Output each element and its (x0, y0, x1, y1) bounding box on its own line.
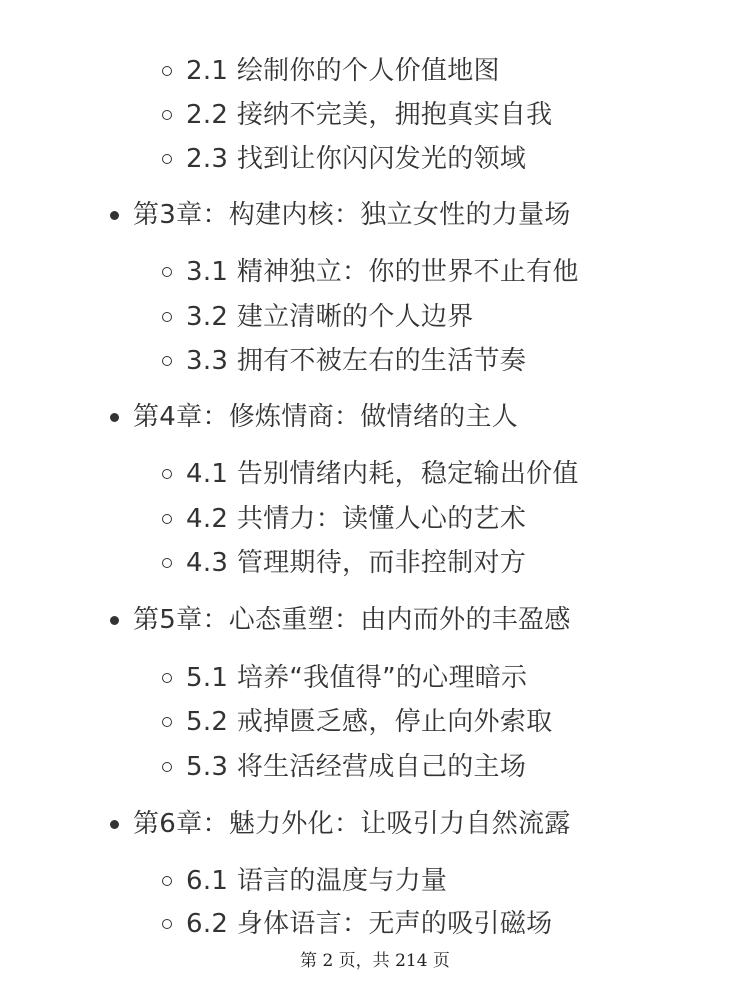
toc-section-item (162, 55, 500, 87)
toc-item-text: 第5章：心态重塑：由内而外的丰盈感 (133, 605, 571, 635)
toc-item-text: 4.3 管理期待，而非控制对方 (186, 548, 527, 578)
toc-item-text: 第6章：魅力外化：让吸引力自然流露 (133, 809, 571, 839)
toc-section-item (162, 547, 526, 579)
toc-section-item (162, 908, 552, 940)
toc-section-item (162, 143, 526, 175)
hollow-circle-bullet-icon (162, 876, 172, 886)
toc-chapter-item (110, 401, 518, 433)
toc-item-text: 2.2 接纳不完美，拥抱真实自我 (186, 100, 553, 130)
toc-section-item (162, 99, 552, 131)
hollow-circle-bullet-icon (162, 154, 172, 164)
toc-chapter-item (110, 604, 571, 636)
filled-circle-bullet-icon (110, 211, 119, 220)
hollow-circle-bullet-icon (162, 717, 172, 727)
toc-section-item (162, 662, 527, 694)
hollow-circle-bullet-icon (162, 762, 172, 772)
toc-item-text: 5.2 戒掉匮乏感，停止向外索取 (186, 707, 553, 737)
toc-section-item (162, 301, 474, 333)
toc-chapter-item (110, 199, 571, 231)
toc-section-item (162, 458, 579, 490)
toc-item-text: 4.1 告别情绪内耗，稳定输出价值 (186, 459, 579, 489)
toc-chapter-item (110, 808, 571, 840)
hollow-circle-bullet-icon (162, 514, 172, 524)
toc-section-item (162, 503, 526, 535)
toc-item-text: 4.2 共情力：读懂人心的艺术 (186, 504, 527, 534)
hollow-circle-bullet-icon (162, 110, 172, 120)
toc-item-text: 6.2 身体语言：无声的吸引磁场 (186, 909, 553, 939)
hollow-circle-bullet-icon (162, 469, 172, 479)
hollow-circle-bullet-icon (162, 673, 172, 683)
toc-item-text: 2.1 绘制你的个人价值地图 (186, 56, 500, 86)
page-number-footer: 第 2 页，共 214 页 (300, 951, 450, 971)
toc-item-text: 3.2 建立清晰的个人边界 (186, 302, 474, 332)
filled-circle-bullet-icon (110, 413, 119, 422)
toc-item-text: 2.3 找到让你闪闪发光的领域 (186, 144, 527, 174)
toc-item-text: 3.3 拥有不被左右的生活节奏 (186, 346, 527, 376)
toc-item-text: 5.3 将生活经营成自己的主场 (186, 752, 527, 782)
toc-item-text: 第4章：修炼情商：做情绪的主人 (133, 402, 519, 432)
toc-section-item (162, 256, 579, 288)
toc-section-item (162, 345, 526, 377)
filled-circle-bullet-icon (110, 820, 119, 829)
hollow-circle-bullet-icon (162, 356, 172, 366)
toc-section-item (162, 706, 552, 738)
filled-circle-bullet-icon (110, 616, 119, 625)
toc-item-text: 第3章：构建内核：独立女性的力量场 (133, 200, 571, 230)
hollow-circle-bullet-icon (162, 312, 172, 322)
toc-item-text: 5.1 培养“我值得”的心理暗示 (186, 663, 528, 693)
hollow-circle-bullet-icon (162, 919, 172, 929)
hollow-circle-bullet-icon (162, 558, 172, 568)
hollow-circle-bullet-icon (162, 66, 172, 76)
hollow-circle-bullet-icon (162, 267, 172, 277)
toc-item-text: 3.1 精神独立：你的世界不止有他 (186, 257, 579, 287)
toc-item-text: 6.1 语言的温度与力量 (186, 866, 448, 896)
toc-section-item (162, 865, 447, 897)
toc-section-item (162, 751, 526, 783)
